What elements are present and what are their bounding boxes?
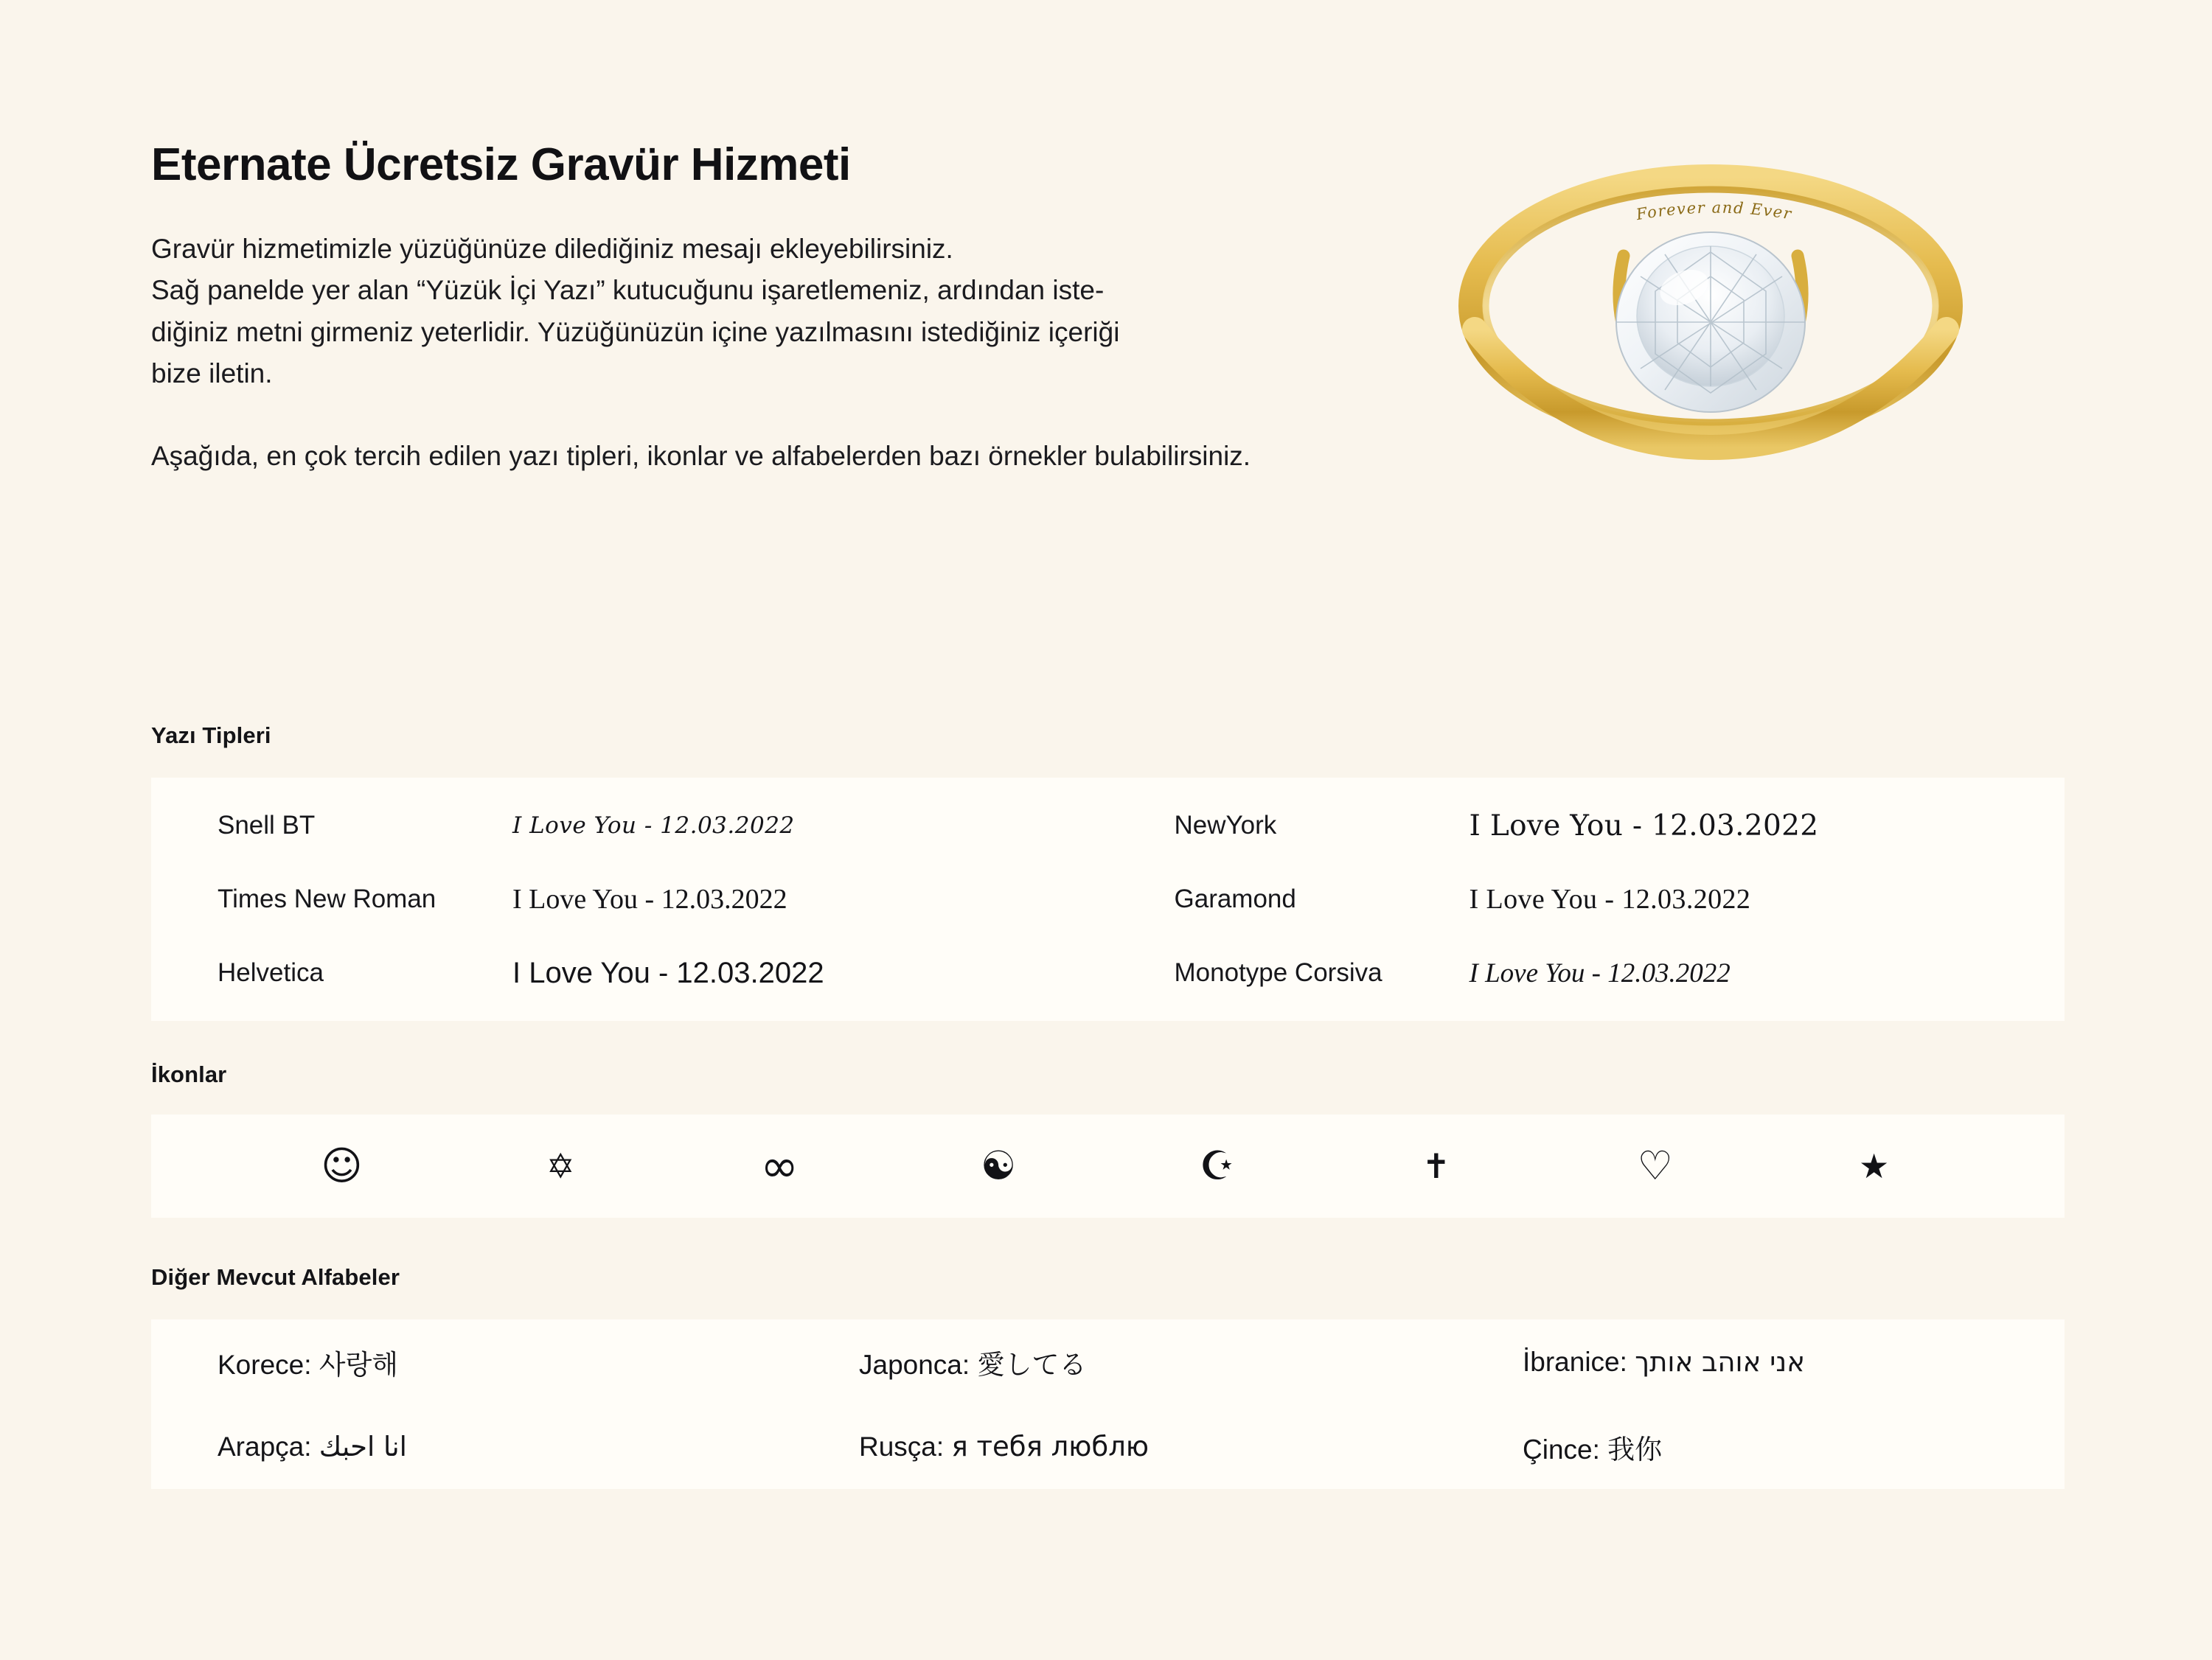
intro-line-5: Aşağıda, en çok tercih edilen yazı tipleri, ikonlar ve alfabelerden bazı örnekler bulabilirsiniz. (151, 441, 1251, 472)
intro-line-3: diğiniz metni girmeniz yeterlidir. Yüzüğünüzün içine yazılmasını istediğiniz içeriği (151, 316, 1120, 347)
font-sample: I Love You - 12.03.2022 (1469, 958, 1731, 988)
yin-yang-icon: ☯ (980, 1143, 1017, 1189)
intro-spacer (151, 394, 1471, 436)
font-name: Snell BT (218, 811, 316, 840)
font-sample: I Love You - 12.03.2022 (512, 812, 795, 839)
alphabet-item-japanese (859, 1342, 1523, 1382)
alphabet-label: Rusça: (859, 1431, 945, 1462)
star-filled-icon: ★ (1858, 1146, 1890, 1186)
font-sample: I Love You - 12.03.2022 (1469, 884, 1751, 915)
smiley-icon: ☺ (321, 1143, 363, 1189)
alphabet-item-korean (218, 1342, 859, 1382)
star-of-david-icon: ✡ (546, 1146, 575, 1186)
alphabet-label: Japonca: (859, 1349, 970, 1380)
font-sample: I Love You - 12.03.2022 (1469, 809, 1819, 843)
intro-line-1: Gravür hizmetimizle yüzüğünüze dilediğiniz mesajı ekleyebilirsiniz. (151, 234, 953, 265)
fonts-column-right (1108, 778, 2065, 1021)
intro-text (151, 229, 1471, 477)
font-sample: I Love You - 12.03.2022 (512, 956, 824, 989)
heart-outline-icon: ♡ (1637, 1143, 1673, 1189)
alphabet-label: Arapça: (218, 1431, 312, 1462)
alphabet-value: 我你 (1607, 1433, 1663, 1465)
font-name: Garamond (1174, 885, 1296, 913)
font-row (151, 862, 1108, 936)
ring-engraving-text: Forever and Ever (1635, 198, 1794, 224)
alphabet-label: Korece: (218, 1349, 312, 1380)
font-sample: I Love You - 12.03.2022 (512, 884, 787, 915)
font-row (1108, 862, 2065, 936)
alphabet-label: Çince: (1523, 1434, 1600, 1465)
font-row (1108, 789, 2065, 862)
alphabet-item-arabic (218, 1431, 859, 1462)
alphabets-section-label: Diğer Mevcut Alfabeler (151, 1264, 400, 1290)
cross-icon: ✝ (1422, 1146, 1451, 1186)
alphabet-item-russian (859, 1431, 1523, 1462)
intro-line-2: Sağ panelde yer alan “Yüzük İçi Yazı” kutucuğunu işaretlemeniz, ardından iste- (151, 275, 1105, 306)
font-name: Monotype Corsiva (1174, 958, 1382, 987)
intro-line-4: bize iletin. (151, 358, 273, 388)
infinity-icon: ∞ (760, 1139, 799, 1193)
alphabets-panel (151, 1319, 2065, 1489)
alphabet-item-hebrew (1523, 1346, 2065, 1378)
font-row (151, 936, 1108, 1010)
alphabet-value: 사랑해 (319, 1348, 399, 1381)
header-block (151, 140, 1552, 477)
icons-section-label: İkonlar (151, 1061, 227, 1087)
alphabet-value: 愛してる (977, 1348, 1087, 1381)
alphabet-value: я тебя люблю (951, 1431, 1150, 1462)
alphabet-label: İbranice: (1523, 1347, 1627, 1377)
ring-illustration-icon (1430, 158, 1991, 468)
alphabet-item-chinese (1523, 1427, 2065, 1467)
engagement-ring-image (1430, 158, 1991, 468)
font-name: NewYork (1174, 811, 1277, 840)
fonts-section-label: Yazı Tipleri (151, 722, 271, 748)
star-and-crescent-icon: ☪ (1199, 1143, 1236, 1189)
fonts-panel (151, 778, 2065, 1021)
alphabet-value: אני אוהב אותך (1635, 1346, 1805, 1378)
icons-panel (151, 1115, 2065, 1218)
font-name: Times New Roman (218, 885, 437, 913)
font-name: Helvetica (218, 958, 324, 987)
fonts-column-left (151, 778, 1108, 1021)
page-title: Eternate Ücretsiz Gravür Hizmeti (151, 139, 851, 190)
alphabet-value: انا احبك (319, 1431, 407, 1462)
font-row (151, 789, 1108, 862)
font-row (1108, 936, 2065, 1010)
